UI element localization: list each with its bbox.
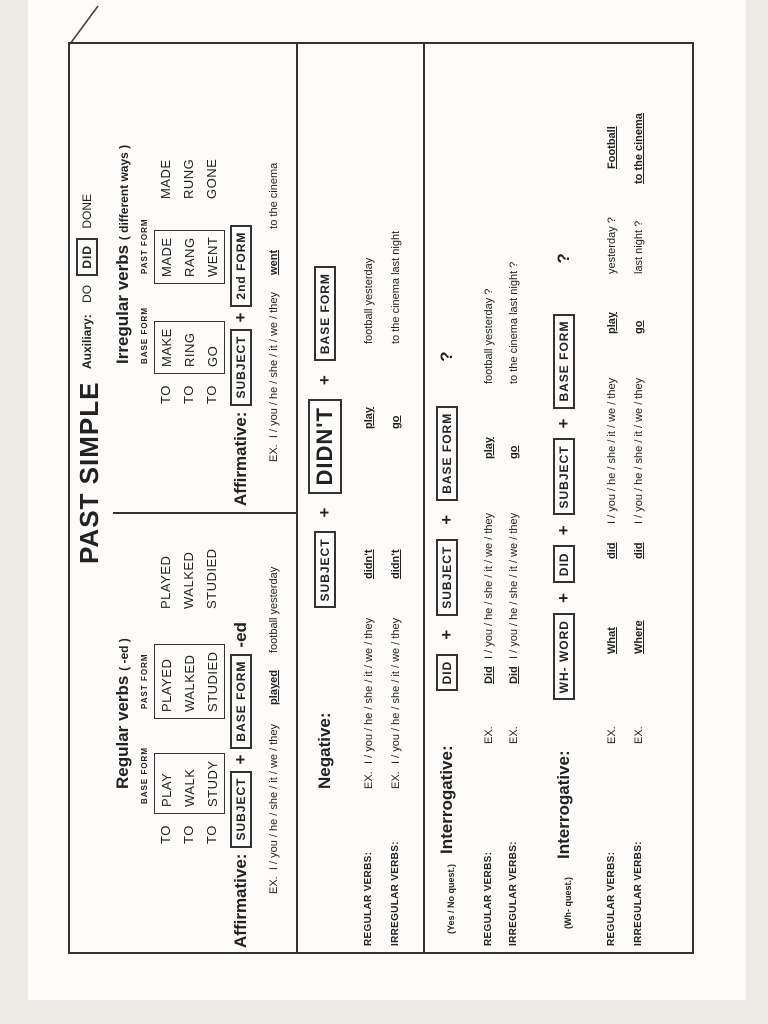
yes-no-aux: Did — [508, 666, 520, 684]
regular-past-item: PLAYED — [159, 658, 174, 712]
regular-past-list — [154, 644, 225, 719]
irregular-heading: Irregular verbs ( different ways ) — [113, 144, 132, 364]
base-form-box: BASE FORM — [553, 314, 575, 409]
affirmative-label: Affirmative: — [231, 411, 250, 506]
wh-formula: Interrogative: WH- WORD + DID + SUBJECT + BASE FORM ? — [554, 253, 573, 859]
wh-verb: play — [606, 311, 618, 334]
wh-verb: go — [633, 320, 645, 334]
column-divider — [113, 512, 296, 514]
subject-box: SUBJECT — [230, 771, 252, 848]
subject-box: SUBJECT — [314, 531, 336, 608]
divider-negative — [423, 44, 425, 954]
yes-no-row-label: REGULAR VERBS: — [483, 851, 494, 946]
corner-pen-mark — [40, 2, 100, 46]
did-box: DID — [436, 654, 458, 692]
wh-aux: did — [633, 542, 645, 559]
worksheet — [68, 44, 692, 954]
subject-box: SUBJECT — [230, 329, 252, 406]
irregular-base-item: GO — [205, 345, 220, 367]
regular-base-item: STUDY — [205, 760, 220, 807]
wh-rest: yesterday ? — [606, 217, 618, 274]
divider-affirmative — [296, 44, 298, 954]
yes-no-note: (Yes / No quest.) — [446, 863, 456, 934]
negative-rest: to the cinema last night — [390, 230, 402, 344]
wh-subjects: I / you / he / she / it / we / they — [633, 377, 645, 524]
wh-note: (Wh- quest.) — [563, 877, 573, 929]
affirmative-label: Affirmative: — [231, 853, 250, 948]
negative-verb: play — [363, 406, 375, 429]
ex-label: EX. — [606, 726, 618, 744]
page-title: PAST SIMPLE — [74, 381, 104, 564]
yes-no-formula: Interrogative: DID + SUBJECT + BASE FORM ? — [437, 351, 456, 854]
irregular-past-item: MADE — [159, 237, 174, 277]
irregular-base-item: RING — [182, 332, 197, 367]
didnt-box: DIDN'T — [308, 399, 342, 493]
yes-no-aux: Did — [483, 666, 495, 684]
yes-no-rest: football yesterday ? — [483, 288, 495, 384]
yes-no-verb: go — [508, 445, 520, 459]
negative-row-label: REGULAR VERBS: — [363, 851, 374, 946]
ed-suffix: -ed — [231, 622, 250, 648]
irregular-to-col: TO TO TO — [158, 385, 219, 404]
irregular-base-list — [154, 321, 225, 374]
auxiliary-done: DONE — [80, 193, 94, 229]
did-box: DID — [553, 545, 575, 583]
irregular-past-header: PAST FORM — [140, 218, 149, 274]
yes-no-rest: to the cinema last night ? — [508, 261, 520, 384]
base-form-box: BASE FORM — [436, 406, 458, 501]
regular-base-item: WALK — [182, 768, 197, 807]
irregular-past-list — [154, 230, 225, 284]
yes-no-subjects: I / you / he / she / it / we / they — [483, 512, 495, 659]
ex-label: EX. — [633, 726, 645, 744]
second-form-box: 2nd FORM — [230, 225, 252, 307]
wh-word-box: WH- WORD — [553, 613, 575, 700]
negative-subjects: I / you / he / she / it / we / they — [390, 617, 402, 764]
irregular-base-item: MAKE — [159, 328, 174, 367]
irregular-extra-list: MADE RUNG GONE — [158, 158, 219, 199]
ex-label: EX. — [363, 771, 375, 789]
regular-past-item: STUDIED — [205, 651, 220, 712]
irregular-affirmative-formula: Affirmative: SUBJECT + 2nd FORM — [230, 225, 252, 506]
wh-answer: Football — [606, 126, 618, 169]
regular-heading: Regular verbs ( -ed ) — [113, 638, 132, 789]
auxiliary-did: DID — [76, 238, 98, 276]
irregular-base-header: BASE FORM — [140, 307, 149, 364]
wh-subjects: I / you / he / she / it / we / they — [606, 377, 618, 524]
ex-label: EX. — [390, 771, 402, 789]
base-form-box: BASE FORM — [314, 266, 336, 361]
regular-example: EX. I / you / he / she / it / we / they played football yesterday — [268, 566, 280, 894]
regular-to-col: TO TO TO — [158, 825, 219, 844]
negative-subjects: I / you / he / she / it / we / they — [363, 617, 375, 764]
ex-label: EX. — [483, 726, 495, 744]
auxiliary-do: DO — [80, 284, 94, 303]
yes-no-subjects: I / you / he / she / it / we / they — [508, 512, 520, 659]
irregular-past-item: RANG — [182, 237, 197, 277]
interrogative-label: Interrogative: — [437, 745, 456, 854]
regular-base-header: BASE FORM — [140, 747, 149, 804]
wh-word: What — [606, 627, 618, 654]
negative-formula: Negative: SUBJECT + DIDN'T + BASE FORM — [308, 266, 342, 789]
regular-base-item: PLAY — [159, 772, 174, 807]
irregular-example: EX. I / you / he / she / it / we / they went to the cinema — [268, 162, 280, 462]
wh-aux: did — [606, 542, 618, 559]
irregular-past-item: WENT — [205, 236, 220, 277]
negative-aux: didn't — [363, 549, 375, 579]
subject-box: SUBJECT — [436, 539, 458, 616]
base-form-box: BASE FORM — [230, 654, 252, 749]
auxiliary-line — [80, 194, 94, 369]
regular-past-header: PAST FORM — [140, 653, 149, 709]
wh-rest: last night ? — [633, 220, 645, 274]
wh-row-label: REGULAR VERBS: — [606, 851, 617, 946]
auxiliary-label: Auxiliary: — [80, 314, 94, 369]
yes-no-verb: play — [483, 436, 495, 459]
yes-no-row-label: IRREGULAR VERBS: — [508, 841, 519, 946]
regular-base-list — [154, 753, 225, 814]
interrogative-label: Interrogative: — [554, 750, 573, 859]
negative-rest: football yesterday — [363, 257, 375, 344]
negative-aux: didn't — [390, 549, 402, 579]
regular-extra-list: PLAYED WALKED STUDIED — [158, 548, 219, 609]
wh-row-label: IRREGULAR VERBS: — [633, 841, 644, 946]
ex-label: EX. — [508, 726, 520, 744]
negative-verb: go — [390, 415, 402, 429]
wh-word: Where — [633, 620, 645, 654]
regular-affirmative-formula: Affirmative: SUBJECT + BASE FORM -ed — [231, 622, 250, 948]
negative-label: Negative: — [315, 712, 334, 789]
wh-answer: to the cinema — [633, 113, 645, 184]
regular-past-item: WALKED — [182, 654, 197, 712]
negative-row-label: IRREGULAR VERBS: — [390, 841, 401, 946]
subject-box: SUBJECT — [553, 438, 575, 515]
